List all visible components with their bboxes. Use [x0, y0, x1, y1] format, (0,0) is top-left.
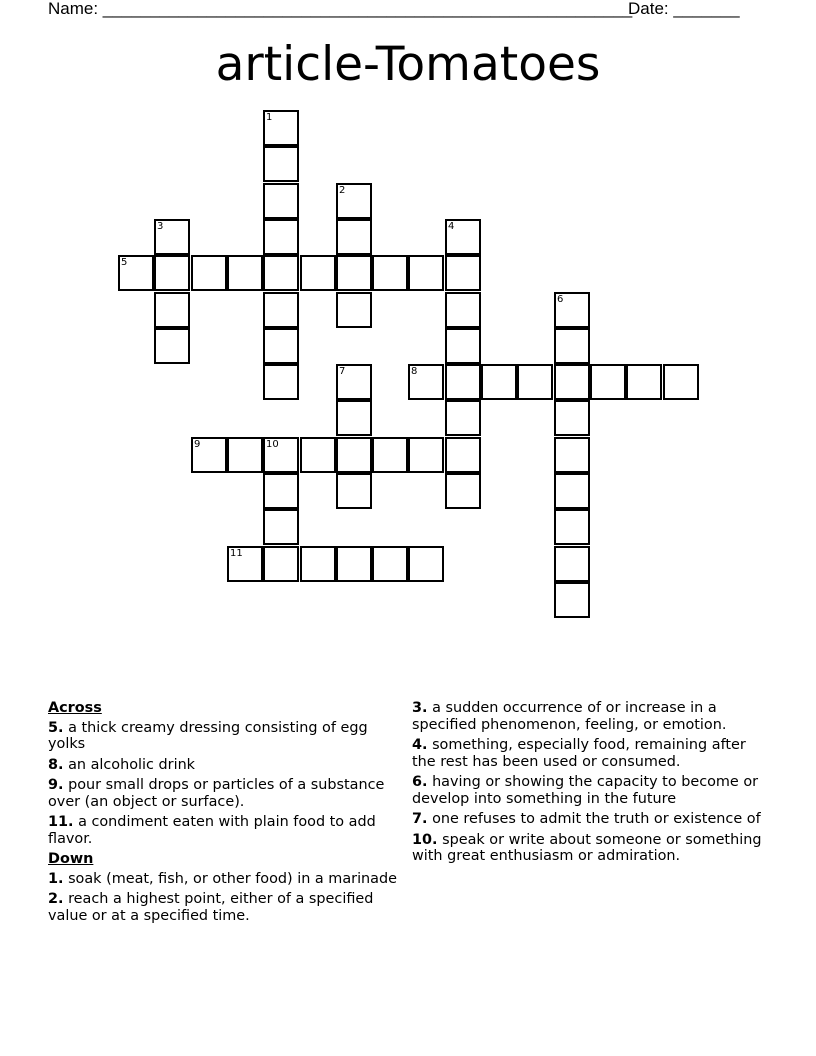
grid-cell[interactable]: [300, 546, 336, 582]
grid-cell[interactable]: [263, 364, 299, 400]
grid-cell[interactable]: [445, 400, 481, 436]
clue-item: [48, 757, 398, 774]
down-clue-list-right: [412, 700, 772, 865]
clue-item: [412, 774, 772, 807]
grid-cell[interactable]: [408, 546, 444, 582]
grid-cell[interactable]: [263, 546, 299, 582]
grid-cell[interactable]: [408, 437, 444, 473]
cell-number: 6: [557, 294, 564, 305]
grid-cell[interactable]: [445, 473, 481, 509]
grid-cell[interactable]: [263, 110, 299, 146]
grid-cell[interactable]: [590, 364, 626, 400]
grid-cell[interactable]: [554, 546, 590, 582]
grid-cell[interactable]: [408, 364, 444, 400]
grid-cell[interactable]: [263, 509, 299, 545]
grid-cell[interactable]: [154, 292, 190, 328]
clue-text: one refuses to admit the truth or existence of: [432, 811, 761, 827]
grid-cell[interactable]: [445, 437, 481, 473]
grid-cell[interactable]: [191, 437, 227, 473]
grid-cell[interactable]: [263, 255, 299, 291]
grid-cell[interactable]: [554, 582, 590, 618]
clue-item: [48, 871, 398, 888]
clue-number: 3.: [412, 700, 428, 716]
grid-cell[interactable]: [517, 364, 553, 400]
grid-cell[interactable]: [263, 183, 299, 219]
grid-cell[interactable]: [663, 364, 699, 400]
clue-number: 8.: [48, 756, 64, 773]
clue-text: soak (meat, fish, or other food) in a marinade: [68, 870, 397, 887]
grid-cell[interactable]: [408, 255, 444, 291]
cell-number: 9: [194, 439, 201, 450]
grid-cell[interactable]: [336, 400, 372, 436]
date-field-label[interactable]: Date: _______: [628, 0, 740, 18]
clue-text: a thick creamy dressing consisting of egg yolks: [48, 719, 368, 752]
grid-cell[interactable]: [154, 255, 190, 291]
grid-cell[interactable]: [554, 509, 590, 545]
grid-cell[interactable]: [263, 219, 299, 255]
clue-text: reach a highest point, either of a specified value or at a specified time.: [48, 891, 374, 924]
grid-cell[interactable]: [154, 328, 190, 364]
clue-item: [48, 720, 398, 753]
grid-cell[interactable]: [336, 255, 372, 291]
grid-cell[interactable]: [372, 546, 408, 582]
across-heading: Across: [48, 700, 102, 716]
grid-cell[interactable]: [445, 328, 481, 364]
grid-cell[interactable]: [154, 219, 190, 255]
down-clue-list-left: [48, 871, 398, 925]
grid-cell[interactable]: [336, 546, 372, 582]
puzzle-title: article-Tomatoes: [215, 37, 601, 92]
grid-cell[interactable]: [336, 183, 372, 219]
grid-cell[interactable]: [445, 364, 481, 400]
clue-item: [412, 832, 772, 865]
grid-cell[interactable]: [227, 255, 263, 291]
cell-number: 7: [339, 366, 346, 377]
grid-cell[interactable]: [336, 292, 372, 328]
clue-number: 10.: [412, 831, 438, 848]
grid-cell[interactable]: [554, 364, 590, 400]
clue-text: an alcoholic drink: [68, 756, 196, 773]
clue-text: speak or write about someone or something with great enthusiasm or admiration.: [412, 831, 762, 864]
clue-item: [48, 814, 398, 847]
grid-cell[interactable]: [118, 255, 154, 291]
clue-text: having or showing the capacity to become or develop into something in the future: [412, 774, 759, 807]
clues-left-column: [48, 700, 398, 928]
grid-cell[interactable]: [336, 364, 372, 400]
grid-cell[interactable]: [263, 473, 299, 509]
grid-cell[interactable]: [300, 437, 336, 473]
grid-cell[interactable]: [263, 328, 299, 364]
grid-cell[interactable]: [626, 364, 662, 400]
grid-cell[interactable]: [372, 255, 408, 291]
clue-number: 4.: [412, 737, 428, 753]
across-clue-list: [48, 720, 398, 848]
grid-cell[interactable]: [372, 437, 408, 473]
clues-right-column: [412, 700, 772, 869]
down-heading: Down: [48, 851, 94, 867]
clue-item: [48, 891, 398, 924]
grid-cell[interactable]: [554, 473, 590, 509]
grid-cell[interactable]: [336, 437, 372, 473]
grid-cell[interactable]: [300, 255, 336, 291]
grid-cell[interactable]: [227, 437, 263, 473]
cell-number: 2: [339, 185, 346, 196]
grid-cell[interactable]: [554, 400, 590, 436]
clue-text: pour small drops or particles of a substance over (an object or surface).: [48, 777, 385, 810]
clue-text: something, especially food, remaining after the rest has been used or consumed.: [412, 737, 746, 770]
cell-number: 11: [230, 548, 243, 559]
cell-number: 3: [157, 221, 164, 232]
grid-cell[interactable]: [554, 292, 590, 328]
grid-cell[interactable]: [445, 219, 481, 255]
clue-item: [412, 737, 772, 770]
cell-number: 1: [266, 112, 273, 123]
clue-text: a sudden occurrence of or increase in a specified phenomenon, feeling, or emotion.: [412, 700, 727, 733]
cell-number: 5: [121, 257, 128, 268]
grid-cell[interactable]: [263, 292, 299, 328]
grid-cell[interactable]: [191, 255, 227, 291]
clue-number: 2.: [48, 891, 64, 907]
clue-item: [48, 777, 398, 810]
grid-cell[interactable]: [554, 437, 590, 473]
clue-item: [412, 700, 772, 733]
grid-cell[interactable]: [445, 292, 481, 328]
grid-cell[interactable]: [263, 146, 299, 182]
grid-cell[interactable]: [554, 328, 590, 364]
grid-cell[interactable]: [227, 546, 263, 582]
clue-number: 11.: [48, 814, 74, 830]
grid-cell[interactable]: [336, 219, 372, 255]
clue-number: 1.: [48, 870, 64, 887]
grid-cell[interactable]: [336, 473, 372, 509]
clue-number: 9.: [48, 777, 64, 793]
clue-item: [412, 811, 772, 828]
grid-cell[interactable]: [445, 255, 481, 291]
clue-number: 6.: [412, 774, 428, 790]
name-field-label[interactable]: Name: ________________________________________________________: [48, 0, 633, 18]
cell-number: 10: [266, 439, 279, 450]
grid-cell[interactable]: [481, 364, 517, 400]
clue-text: a condiment eaten with plain food to add flavor.: [48, 814, 376, 847]
cell-number: 8: [411, 366, 418, 377]
clue-number: 5.: [48, 719, 64, 736]
clue-number: 7.: [412, 811, 428, 827]
grid-cell[interactable]: [263, 437, 299, 473]
cell-number: 4: [448, 221, 455, 232]
